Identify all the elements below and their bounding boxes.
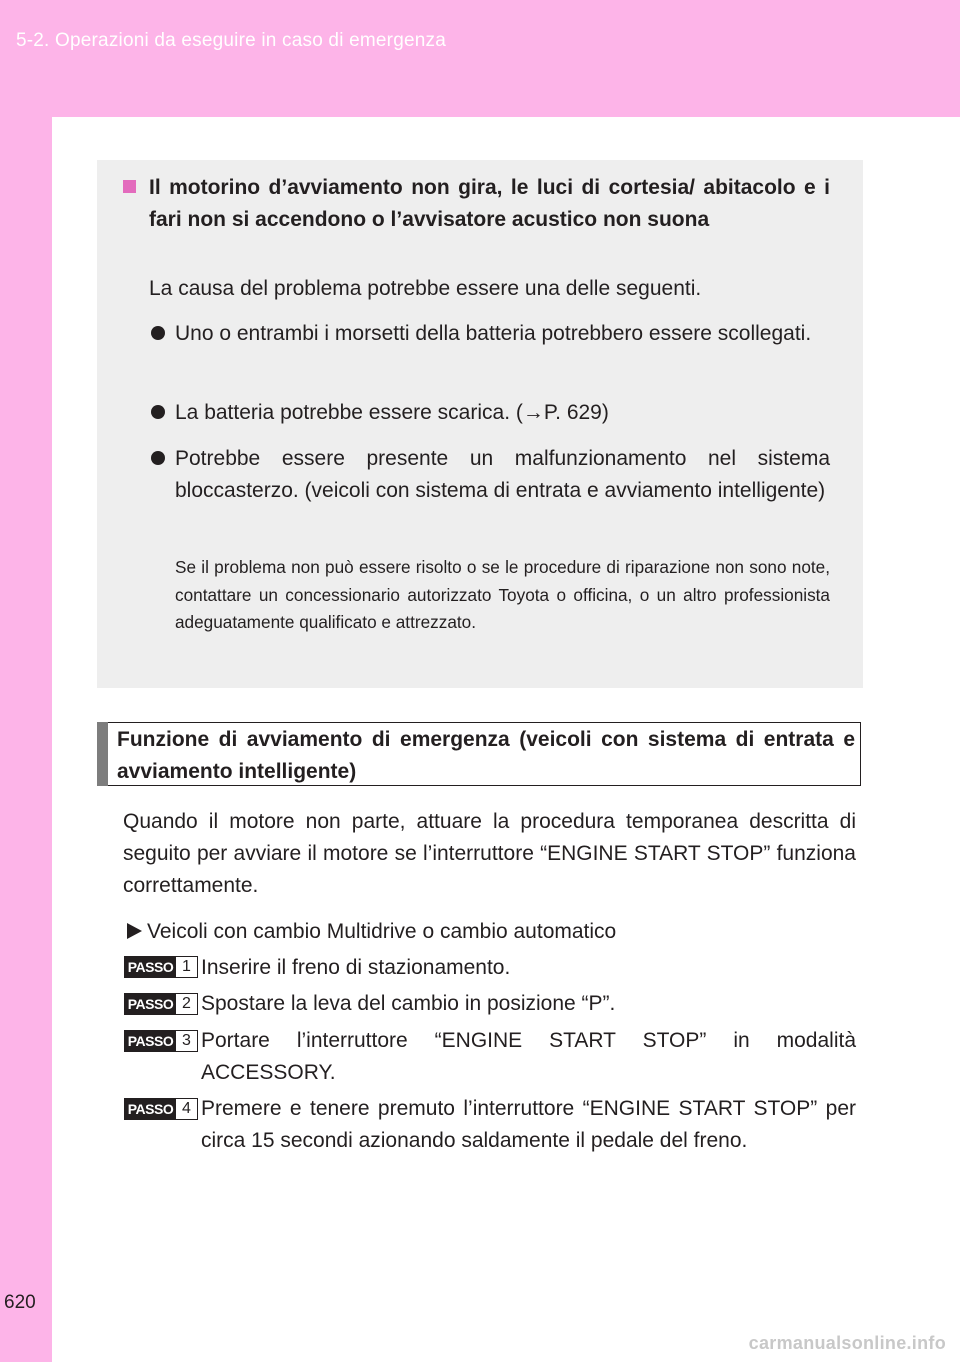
step-badge xyxy=(124,956,198,978)
info-box-title: Il motorino d’avviamento non gira, le luci di cortesia/ abitacolo e i fari non si accendono o l’avvisatore acustico non suona xyxy=(149,176,830,231)
side-band xyxy=(0,117,52,1362)
step-badge xyxy=(124,1030,198,1052)
step-label: PASSO xyxy=(125,1099,176,1119)
step-number: 1 xyxy=(182,958,191,975)
header-band xyxy=(0,0,960,117)
watermark: carmanualsonline.info xyxy=(748,1333,946,1353)
section-header: 5-2. Operazioni da eseguire in caso di emergenza xyxy=(16,30,446,51)
info-note: Se il problema non può essere risolto o se le procedure di riparazione non sono note, contattare un concessionario autorizzato Toyota o officina, o un altro professionista adeguatamente qualificato e attrezzato. xyxy=(175,557,830,632)
info-box-intro: La causa del problema potrebbe essere una delle seguenti. xyxy=(149,277,702,300)
bullet-dot-icon xyxy=(151,405,165,419)
square-bullet-icon xyxy=(123,180,136,193)
step-text: Spostare la leva del cambio in posizione “P”. xyxy=(201,992,616,1015)
bullet-dot-icon xyxy=(151,451,165,465)
section-heading-bar xyxy=(97,722,108,786)
info-item: Potrebbe essere presente un malfunzionamento nel sistema bloccasterzo. (veicoli con sistema di entrata e avviamento intelligente) xyxy=(175,447,830,502)
step-number: 4 xyxy=(182,1100,191,1117)
subheading xyxy=(127,916,616,948)
step-number: 3 xyxy=(182,1032,191,1049)
step-label: PASSO xyxy=(125,957,176,977)
info-item: Uno o entrambi i morsetti della batteria potrebbero essere scollegati. xyxy=(175,322,812,345)
step-badge xyxy=(124,1098,198,1120)
bullet-dot-icon xyxy=(151,326,165,340)
section-paragraph: Quando il motore non parte, attuare la procedura temporanea descritta di seguito per avviare il motore se l’interruttore “ENGINE START STOP” funziona correttamente. xyxy=(123,810,856,897)
step-text: Portare l’interruttore “ENGINE START STOP” in modalità ACCESSORY. xyxy=(201,1029,856,1084)
triangle-right-icon xyxy=(127,923,142,939)
step-text: Premere e tenere premuto l’interruttore “ENGINE START STOP” per circa 15 secondi azionando saldamente il pedale del freno. xyxy=(201,1097,856,1152)
subheading-text: Veicoli con cambio Multidrive o cambio automatico xyxy=(147,920,617,943)
step-text: Inserire il freno di stazionamento. xyxy=(201,956,511,979)
section-title: Funzione di avviamento di emergenza (veicoli con sistema di entrata e avviamento intelligente) xyxy=(117,728,855,783)
step-label: PASSO xyxy=(125,1031,176,1051)
step-number: 2 xyxy=(182,995,191,1012)
step-badge xyxy=(124,993,198,1015)
info-item: La batteria potrebbe essere scarica. (→P. 629) xyxy=(175,401,609,424)
step-label: PASSO xyxy=(125,994,176,1014)
page-number: 620 xyxy=(4,1292,36,1313)
